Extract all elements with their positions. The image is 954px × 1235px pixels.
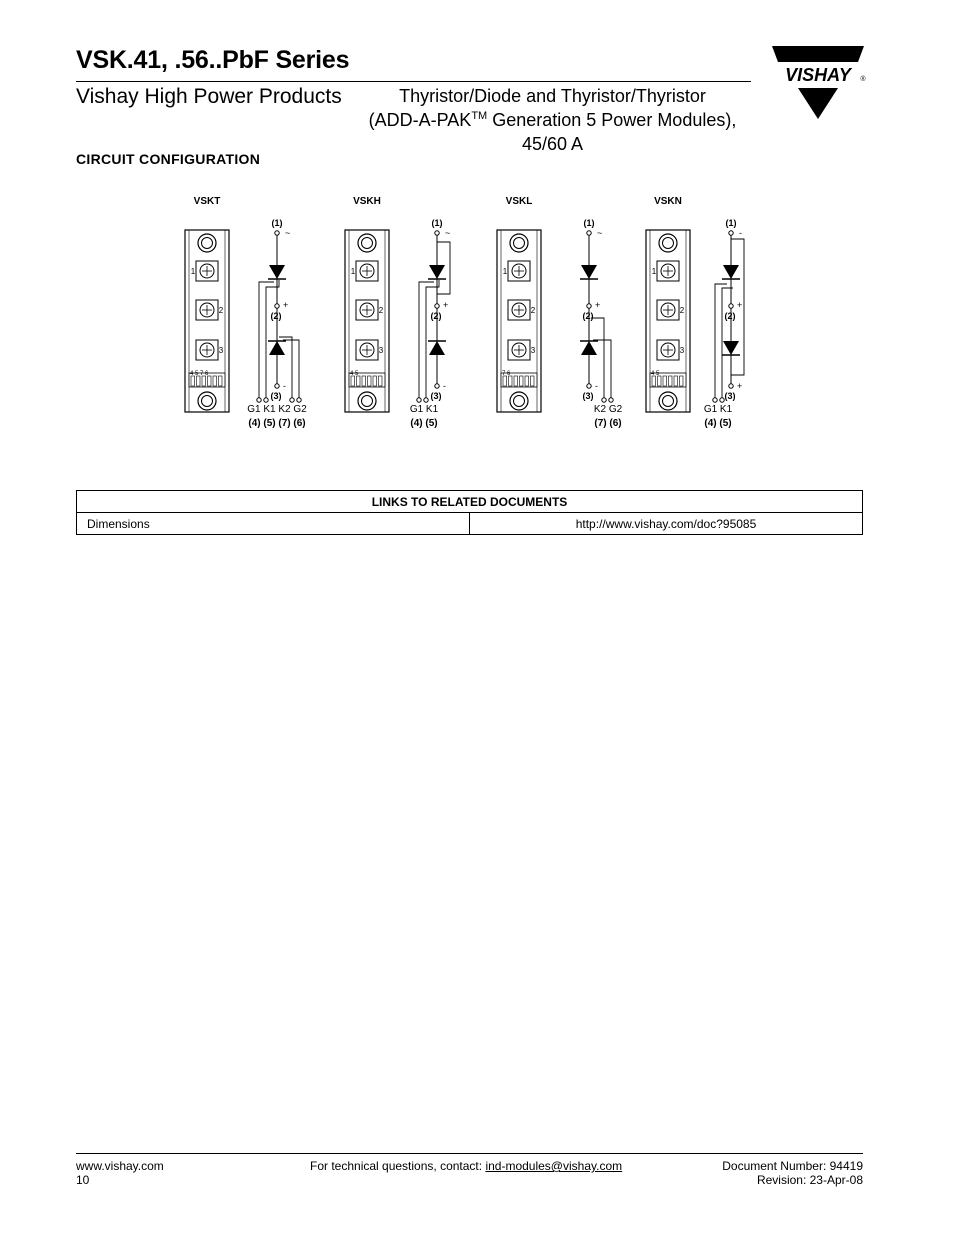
terminal-3-polarity: + — [737, 381, 743, 391]
dimensions-link[interactable]: http://www.vishay.com/doc?95085 — [470, 513, 863, 535]
node-terminal-1 — [435, 231, 439, 235]
circuit-diagram-vskl — [497, 196, 623, 429]
pin-names: G1 K1 K2 G2 — [247, 404, 307, 415]
terminal-number: 2 — [530, 306, 536, 315]
control-pin-labels: 4 5 — [651, 371, 660, 377]
terminal-3-polarity: - — [283, 381, 286, 391]
upper-thyristor-body — [429, 265, 445, 279]
vishay-logo — [770, 44, 866, 120]
contact-email-link[interactable]: ind-modules@vishay.com — [485, 1159, 623, 1173]
node-terminal-1 — [275, 231, 279, 235]
terminal-2-polarity: + — [737, 300, 743, 310]
node-terminal-2 — [729, 304, 733, 308]
links-table-header-row — [77, 491, 863, 513]
pin-g1 — [417, 398, 421, 402]
terminal-2-polarity: + — [595, 300, 601, 310]
terminal-label-2: (2) — [582, 311, 594, 321]
section-heading: CIRCUIT CONFIGURATION — [76, 151, 261, 167]
circuit-diagram-vskn — [646, 196, 744, 429]
control-pin-labels: 4 5 7 6 — [190, 371, 209, 377]
series-title: VSK.41, .56..PbF Series — [76, 46, 350, 74]
logo-triangle — [798, 88, 838, 119]
lower-diode-body — [429, 341, 445, 355]
gate-2-lead — [283, 340, 299, 400]
terminal-label-1: (1) — [583, 218, 595, 228]
pin-numbers: (4) (5) — [410, 418, 438, 429]
terminal-label-3: (3) — [724, 391, 736, 401]
terminal-number: 3 — [378, 346, 384, 355]
terminal-number: 1 — [350, 267, 356, 276]
logo-text: VISHAY — [785, 65, 851, 85]
terminal-2-polarity: + — [283, 300, 289, 310]
upper-thyristor-body — [269, 265, 285, 279]
node-terminal-2 — [275, 304, 279, 308]
circuit-configuration-diagrams — [170, 190, 790, 440]
pin-g1 — [257, 398, 261, 402]
terminal-number: 2 — [679, 306, 685, 315]
pin-numbers: (7) (6) — [594, 418, 622, 429]
footer-rule — [76, 1153, 863, 1154]
terminal-number: 3 — [530, 346, 536, 355]
terminal-label-1: (1) — [431, 218, 443, 228]
node-terminal-1 — [587, 231, 591, 235]
footer-left — [76, 1159, 164, 1187]
links-table-heading: LINKS TO RELATED DOCUMENTS — [77, 491, 863, 513]
terminal-number: 2 — [378, 306, 384, 315]
terminal-number: 3 — [218, 346, 224, 355]
node-terminal-3 — [729, 384, 733, 388]
terminal-number: 1 — [651, 267, 657, 276]
terminal-number: 1 — [502, 267, 508, 276]
pin-names: G1 K1 — [703, 404, 733, 415]
node-terminal-2 — [435, 304, 439, 308]
subtitle-line-2-post: Generation 5 Power Modules), — [487, 110, 737, 130]
terminal-number: 1 — [190, 267, 196, 276]
node-terminal-3 — [435, 384, 439, 388]
pin-k2 — [602, 398, 606, 402]
terminal-number: 2 — [218, 306, 224, 315]
circuit-diagram-vskt — [185, 196, 307, 429]
pin-g1 — [713, 398, 717, 402]
lower-diode-body — [581, 341, 597, 355]
pin-names: K2 G2 — [593, 404, 623, 415]
terminal-1-polarity: ~ — [445, 228, 451, 238]
pin-k2 — [290, 398, 294, 402]
product-subtitle — [350, 84, 755, 156]
lower-thyristor-body — [269, 341, 285, 355]
node-terminal-1 — [729, 231, 733, 235]
terminal-1-polarity: ~ — [597, 228, 603, 238]
pin-g2 — [609, 398, 613, 402]
pin-k1 — [424, 398, 428, 402]
pin-numbers: (4) (5) — [704, 418, 732, 429]
control-pin-labels: 4 5 — [350, 371, 359, 377]
terminal-label-1: (1) — [271, 218, 283, 228]
control-pin-labels: 7 6 — [502, 371, 511, 377]
terminal-3-polarity: - — [595, 381, 598, 391]
subtitle-line-2-pre: (ADD-A-PAK — [368, 110, 472, 130]
revision-date: Revision: 23-Apr-08 — [756, 1173, 863, 1187]
pin-g2 — [297, 398, 301, 402]
subtitle-line-3: 45/60 A — [521, 134, 584, 154]
dimensions-label: Dimensions — [77, 513, 470, 535]
table-row — [77, 513, 863, 535]
terminal-2-polarity: + — [443, 300, 449, 310]
node-terminal-3 — [275, 384, 279, 388]
circuit-diagram-vskh — [345, 196, 450, 429]
brand-line: Vishay High Power Products — [76, 85, 342, 108]
terminal-label-2: (2) — [270, 311, 282, 321]
diagram-name: VSKT — [193, 196, 221, 207]
terminal-1-polarity: ~ — [285, 228, 291, 238]
subtitle-line-1: Thyristor/Diode and Thyristor/Thyristor — [399, 86, 706, 106]
terminal-3-polarity: - — [443, 381, 446, 391]
logo-top-bar — [772, 46, 864, 62]
logo-registered-mark: ® — [860, 76, 866, 83]
terminal-1-polarity: - — [739, 228, 742, 238]
gate-2-lead — [593, 340, 611, 400]
pin-k1 — [264, 398, 268, 402]
upper-diode-body — [581, 265, 597, 279]
terminal-label-3: (3) — [430, 391, 442, 401]
footer-contact — [310, 1159, 622, 1173]
pin-names: G1 K1 — [409, 404, 439, 415]
terminal-label-3: (3) — [270, 391, 282, 401]
diagram-name: VSKN — [654, 196, 682, 207]
node-terminal-2 — [587, 304, 591, 308]
title-rule — [76, 81, 751, 82]
terminal-label-1: (1) — [725, 218, 737, 228]
links-table — [76, 490, 863, 535]
contact-prefix: For technical questions, contact: — [310, 1159, 486, 1173]
footer-website[interactable]: www.vishay.com — [76, 1159, 164, 1173]
node-terminal-3 — [587, 384, 591, 388]
pin-k1 — [720, 398, 724, 402]
document-number: Document Number: 94419 — [722, 1159, 863, 1173]
pin-numbers: (4) (5) (7) (6) — [248, 418, 306, 429]
upper-diode-body — [723, 265, 739, 279]
lower-thyristor-body — [723, 341, 739, 355]
subtitle-line-2 — [350, 108, 755, 132]
trademark-sup: TM — [471, 110, 488, 122]
diagram-name: VSKL — [505, 196, 533, 207]
diagram-name: VSKH — [353, 196, 381, 207]
terminal-label-3: (3) — [582, 391, 594, 401]
footer-right — [722, 1159, 863, 1187]
terminal-label-2: (2) — [430, 311, 442, 321]
page-number: 10 — [76, 1173, 90, 1187]
terminal-label-2: (2) — [724, 311, 736, 321]
terminal-number: 3 — [679, 346, 685, 355]
